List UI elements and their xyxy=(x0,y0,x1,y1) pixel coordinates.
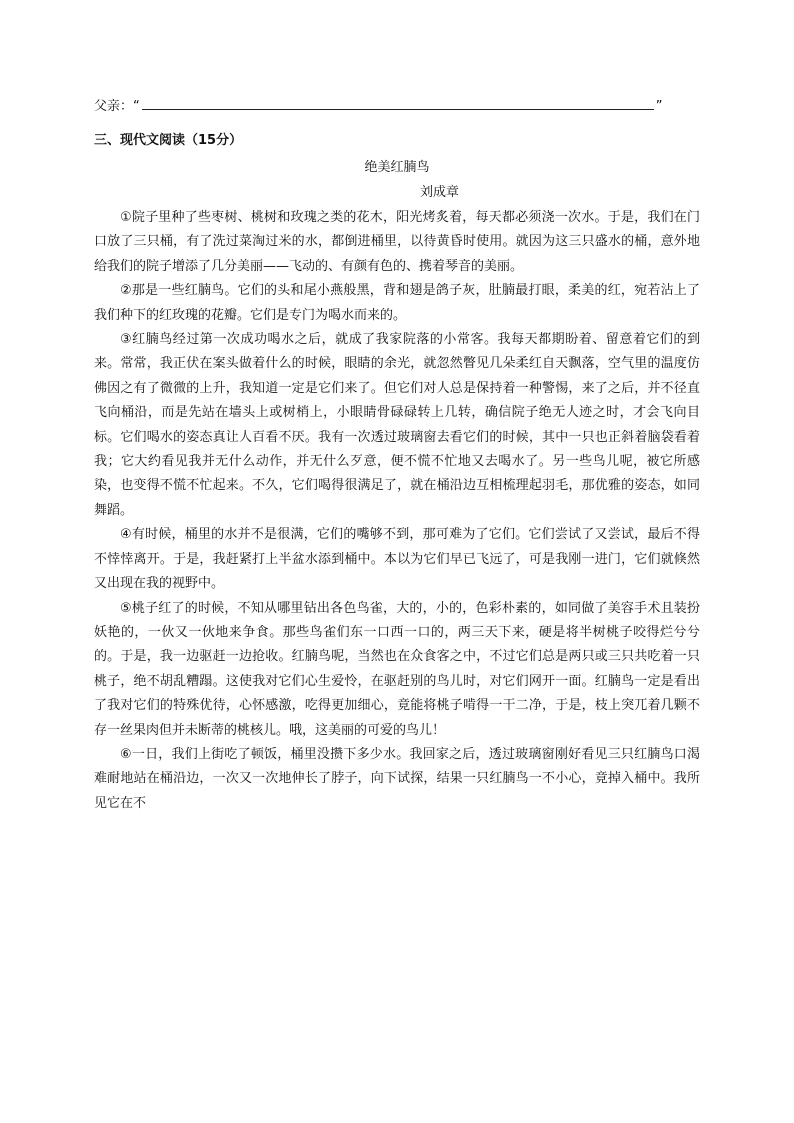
father-answer-line xyxy=(94,96,694,118)
close-quote: ” xyxy=(655,99,663,114)
paragraph-6: ⑥一日，我们上街吃了顿饭，桶里没攒下多少水。我回家之后，透过玻璃窗刚好看见三只红腩鸟口渴难耐地站在桶沿边，一次又一次地伸长了脖子，向下试探，结果一只红腩鸟一不小心，竟掉入桶中。我所见它在不 xyxy=(94,746,700,811)
paragraph-5: ⑤桃子红了的时候，不知从哪里钻出各色鸟雀，大的，小的，色彩朴素的，如同做了美容手术且装扮妖艳的，一伙又一伙地来争食。那些鸟雀们东一口西一口的，两三天下来，硬是将半树桃子咬得烂兮兮的。于是，我一边驱赶一边抢收。红腩鸟呢，当然也在众食客之中，不过它们总是两只或三只共吃着一只桃子，绝不胡乱糟蹋。这使我对它们心生爱怜，在驱赶别的鸟儿时，对它们网开一面。红腩鸟一定是看出了我对它们的特殊优待，心怀感激，吃得更加细心，竟能将桃子啃得一干二净，于是，枝上突兀着几颗不存一丝果肉但并未断蒂的桃核儿。哦，这美丽的可爱的鸟儿！ xyxy=(94,600,700,738)
paragraph-1: ①院子里种了些枣树、桃树和玫瑰之类的花木，阳光烤炙着，每天都必须浇一次水。于是，我们在门口放了三只桶，有了洗过菜淘过米的水，都倒进桶里，以待黄昏时使用。就因为这三只盛水的桶，意外地给我们的院子增添了几分美丽——飞动的、有颜有色的、携着琴音的美丽。 xyxy=(94,210,700,274)
answer-blank xyxy=(142,96,654,110)
father-label: 父亲： xyxy=(94,99,134,114)
article-author: 刘成章 xyxy=(420,185,460,200)
open-quote: “ xyxy=(133,99,140,114)
section-heading: 三、现代文阅读（15分） xyxy=(94,133,243,148)
paragraph-3: ③红腩鸟经过第一次成功喝水之后，就成了我家院落的小常客。我每天都期盼着、留意着它们的到来。常常，我正伏在案头做着什么的时候，眼睛的余光，就忽然瞥见几朵柔红自天飘落，空气里的温度仿佛因之有了微微的上升，我知道一定是它们来了。但它们对人总是保持着一种警惕，来了之后，并不径直飞向桶沿，而是先站在墙头上或树梢上，小眼睛骨碌碌转上几转，确信院子绝无人迹之时，才会飞向目标。它们喝水的姿态真让人百看不厌。我有一次透过玻璃窗去看它们的时候，其中一只也正斜着脑袋看着我；它大约看见我并无什么动作，并无什么歹意，便不慌不忙地又去喝水了。另一些鸟儿呢，被它所感染，也变得不慌不忙起来。不久，它们喝得很满足了，就在桶沿边互相梳理起羽毛，那优雅的姿态，如同舞蹈。 xyxy=(94,332,700,518)
article-title: 绝美红腩鸟 xyxy=(364,160,430,175)
paragraph-2: ②那是一些红腩鸟。它们的头和尾小燕般黑，背和翅是鸽子灰，肚腩最打眼，柔美的红，宛若沾上了我们种下的红玫瑰的花瓣。它们是专门为喝水而来的。 xyxy=(94,283,700,323)
paragraph-4: ④有时候，桶里的水并不是很满，它们的嘴够不到，那可难为了它们。它们尝试了又尝试，最后不得不悻悻离开。于是，我赶紧打上半盆水添到桶中。本以为它们早已飞远了，可是我刚一进门，它们就倏然又出现在我的视野中。 xyxy=(94,527,700,592)
article-body xyxy=(94,206,700,816)
